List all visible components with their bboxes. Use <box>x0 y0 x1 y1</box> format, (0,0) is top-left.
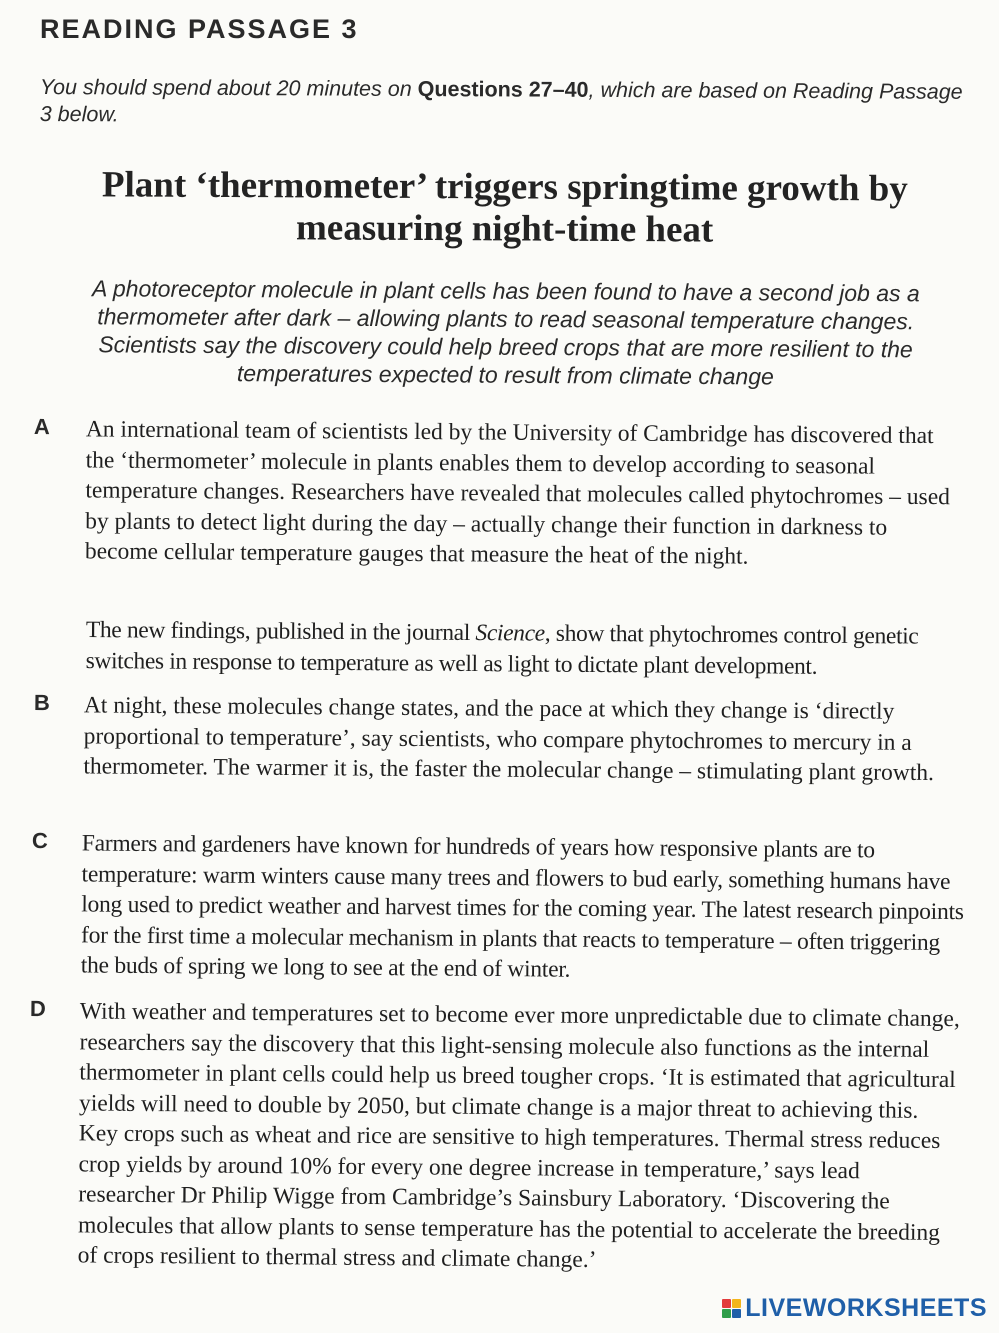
instruction-text <box>40 74 975 133</box>
paragraph-letter-b: B <box>33 690 50 716</box>
instruction-after: , which are based on Reading Passage 3 below. <box>39 77 963 127</box>
paragraph-d <box>29 996 965 1273</box>
paragraph-letter-c: C <box>31 828 48 854</box>
paragraph-a2-after: , show that phytochromes control genetic switches in response to temperature as well as light to dictate plant development. <box>85 620 919 680</box>
instruction-questions: Questions 27–40 <box>417 76 589 102</box>
journal-name: Science <box>475 620 545 647</box>
paragraph-d-text: With weather and temperatures set to become ever more unpredictable due to climate change, researchers say the discovery that this light-sensing molecule also functions as the internal thermometer in plant cells could help us breed tougher crops. ‘It is estimated that agricultural yields will need to double by 2050, but climate change is a major threat to achieving this. Key crops such as wheat and rice are sensitive to high temperatures. Thermal stress reduces crop yields by around 10% for every one degree increase in temperature,’ says lead researcher Dr Philip Wigge from Cambridge’s Sainsbury Laboratory. ‘Discovering the molecules that allow plants to sense temperature has the potential to accelerate the breeding of crops resilient to thermal stress and climate change.’ <box>77 998 960 1273</box>
paragraph-a-continued <box>85 615 971 680</box>
section-heading: READING PASSAGE 3 <box>40 14 359 44</box>
paragraph-letter-d: D <box>29 996 46 1022</box>
paragraph-a-text: An international team of scientists led by the University of Cambridge has discovered that the ‘thermometer’ molecule in plants enables them to develop according to seasonal temperature changes. Researchers have revealed that molecules called phytochromes – used by plants to detect light during the day – actually change their function in darkness to become cellular temperature gauges that measure the heat of the night. <box>84 416 951 570</box>
paragraph-a2-before: The new findings, published in the journal <box>85 616 476 647</box>
liveworksheets-icon <box>722 1299 741 1318</box>
article-standfirst: A photoreceptor molecule in plant cells has been found to have a second job as a thermometer after dark – allowing plants to read seasonal temperature changes. Scientists say the discovery could help breed crops that are more resilient to the temperatures expected to result from climate change <box>91 275 920 390</box>
instruction-before: You should spend about 20 minutes on <box>39 74 418 101</box>
liveworksheets-wordmark: LIVEWORKSHEETS <box>745 1294 987 1322</box>
paragraph-b <box>33 690 969 787</box>
paragraph-a <box>33 414 969 570</box>
paragraph-b-text: At night, these molecules change states, and the pace at which they change is ‘directly proportional to temperature’, say scientists, who compare phytochromes to mercury in a thermometer. The warmer it is, the faster the molecular change – stimulating plant growth. <box>83 692 935 787</box>
article-title: Plant ‘thermometer’ triggers springtime growth by measuring night-time heat <box>101 164 908 251</box>
paragraph-letter-a: A <box>33 414 50 440</box>
paragraph-c <box>31 828 967 983</box>
liveworksheets-logo <box>722 1294 987 1323</box>
paragraph-a2-text <box>86 615 971 683</box>
paragraph-c-text: Farmers and gardeners have known for hundreds of years how responsive plants are to temperature: warm winters cause many trees and flowers to bud early, something humans have long used to predict weather and harvest times for the coming year. The latest research pinpoints for the first time a molecular mechanism in plants that reacts to temperature – often triggering the buds of spring we long to see at the end of winter. <box>80 830 964 983</box>
